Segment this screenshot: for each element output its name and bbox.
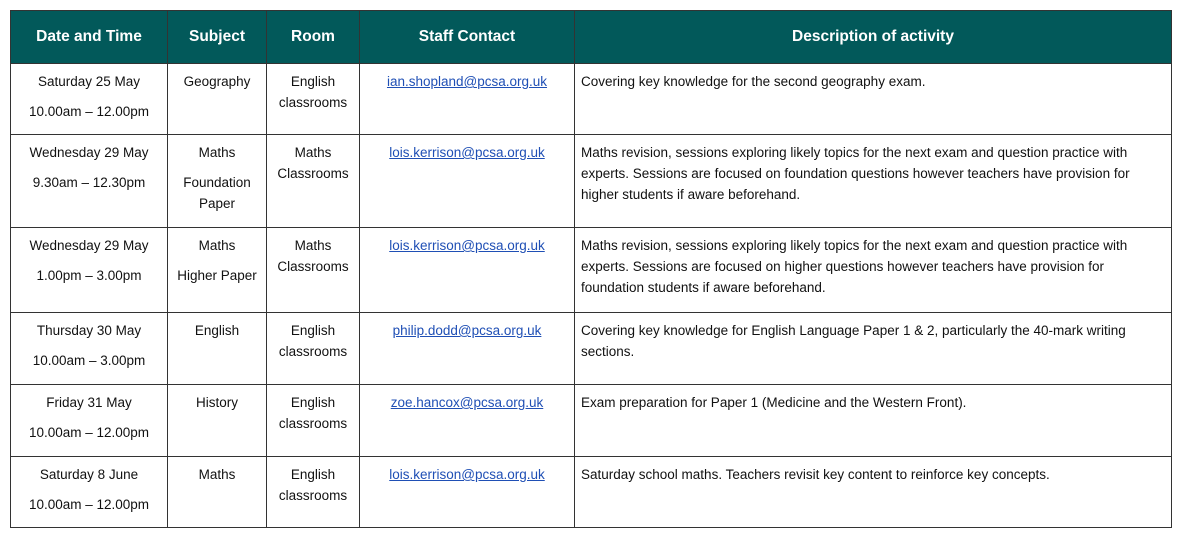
room-text-line1: English [290,395,336,410]
room-text-line1: English [290,467,336,482]
staff-email-link[interactable]: lois.kerrison@pcsa.org.uk [389,145,545,160]
table-row [11,385,1172,457]
time-text: 1.00pm – 3.00pm [36,268,142,283]
subject-cell [168,313,267,385]
subject-text: Geography [183,74,251,89]
staff-contact-cell [360,228,575,313]
description-cell: Covering key knowledge for English Language Paper 1 & 2, particularly the 40-mark writing sections. [575,313,1172,385]
table-header [11,11,1172,64]
table-row [11,313,1172,385]
room-cell [267,228,360,313]
subject-text: History [195,395,238,410]
room-text-line2: Classrooms [277,166,349,181]
date-time-cell [11,457,168,528]
room-cell [267,457,360,528]
time-text: 10.00am – 12.00pm [28,425,150,440]
subject-text: Maths [198,145,236,160]
subject-cell [168,385,267,457]
date-time-cell [11,313,168,385]
staff-contact-cell [360,64,575,135]
header-room: Room [267,11,360,64]
subject-text: Maths [198,238,236,253]
staff-email-link[interactable]: lois.kerrison@pcsa.org.uk [389,238,545,253]
staff-email-link[interactable]: zoe.hancox@pcsa.org.uk [390,395,544,410]
subject-cell [168,135,267,228]
header-row [11,11,1172,64]
header-subject: Subject [168,11,267,64]
description-cell: Covering key knowledge for the second geography exam. [575,64,1172,135]
room-cell [267,313,360,385]
subject-paper-text-line2: Paper [198,196,236,211]
revision-schedule-table [10,10,1172,528]
table-row [11,457,1172,528]
date-time-cell [11,228,168,313]
subject-cell [168,64,267,135]
table-row [11,135,1172,228]
staff-contact-cell [360,385,575,457]
room-text-line2: classrooms [278,95,348,110]
staff-email-link[interactable]: philip.dodd@pcsa.org.uk [392,323,542,338]
subject-cell [168,457,267,528]
header-description: Description of activity [575,11,1172,64]
date-text: Wednesday 29 May [29,238,149,253]
description-cell: Maths revision, sessions exploring likely topics for the next exam and question practice with experts. Sessions are focused on foundation questions however teachers have provision for higher students if aware beforehand. [575,135,1172,228]
description-cell: Maths revision, sessions exploring likely topics for the next exam and question practice with experts. Sessions are focused on higher questions however teachers have provision for foundation students if aware beforehand. [575,228,1172,313]
header-staff-contact: Staff Contact [360,11,575,64]
room-text-line1: English [290,74,336,89]
room-cell [267,135,360,228]
date-text: Thursday 30 May [36,323,142,338]
time-text: 10.00am – 3.00pm [32,353,146,368]
room-text-line2: Classrooms [277,259,349,274]
table-row [11,228,1172,313]
room-cell [267,385,360,457]
staff-contact-cell [360,457,575,528]
subject-text: English [194,323,240,338]
subject-paper-text: Foundation [183,175,251,190]
date-text: Saturday 25 May [37,74,141,89]
staff-contact-cell [360,313,575,385]
staff-email-link[interactable]: ian.shopland@pcsa.org.uk [386,74,548,89]
room-cell [267,64,360,135]
description-cell: Saturday school maths. Teachers revisit key content to reinforce key concepts. [575,457,1172,528]
room-text-line2: classrooms [278,416,348,431]
room-text-line2: classrooms [278,344,348,359]
description-cell: Exam preparation for Paper 1 (Medicine and the Western Front). [575,385,1172,457]
subject-cell [168,228,267,313]
time-text: 10.00am – 12.00pm [28,104,150,119]
staff-email-link[interactable]: lois.kerrison@pcsa.org.uk [389,467,545,482]
time-text: 10.00am – 12.00pm [28,497,150,512]
table-row [11,64,1172,135]
date-time-cell [11,385,168,457]
header-date-time: Date and Time [11,11,168,64]
time-text: 9.30am – 12.30pm [32,175,146,190]
date-text: Wednesday 29 May [29,145,149,160]
date-text: Friday 31 May [46,395,132,410]
table-body [11,64,1172,528]
date-time-cell [11,64,168,135]
room-text-line2: classrooms [278,488,348,503]
room-text-line1: Maths [294,145,332,160]
subject-paper-text: Higher Paper [177,268,257,283]
subject-text: Maths [198,467,236,482]
room-text-line1: Maths [294,238,332,253]
room-text-line1: English [290,323,336,338]
date-text: Saturday 8 June [39,467,139,482]
staff-contact-cell [360,135,575,228]
date-time-cell [11,135,168,228]
